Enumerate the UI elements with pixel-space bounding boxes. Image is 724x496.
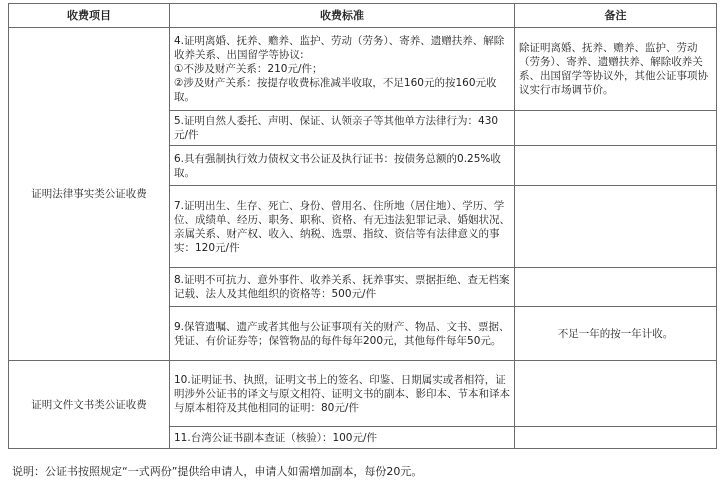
table-row	[9, 361, 717, 427]
standard-line: 5.证明自然人委托、声明、保证、认领亲子等其他单方法律行为：430元/件	[174, 115, 499, 141]
remark-cell	[515, 146, 717, 186]
standard-line: ②涉及财产关系：按提存收费标准减半收取，不足160元的按160元收取。	[174, 77, 497, 103]
header-fee-standard: 收费标准	[170, 4, 515, 28]
standard-line: 9.保管遗嘱、遗产或者其他与公证事项有关的财产、物品、文书、票据、凭证、有价证券等；保管物品的每件每年200元，其他每件每年50元。	[174, 320, 510, 347]
remark-cell	[515, 186, 717, 268]
remark-cell	[515, 427, 717, 449]
standard-cell	[170, 28, 515, 111]
standard-cell	[170, 146, 515, 186]
fee-table	[8, 3, 717, 449]
fee-table-container	[8, 3, 716, 449]
standard-line: 8.证明不可抗力、意外事件、收养关系、抚养事实、票据拒绝、查无档案记载、法人及其他组织的资格等：500元/件	[174, 274, 510, 300]
category-legal-documents: 证明文件文书类公证收费	[9, 361, 170, 449]
category-legal-facts: 证明法律事实类公证收费	[9, 28, 170, 361]
remark-cell: 不足一年的按一年计收。	[515, 307, 717, 361]
standard-cell	[170, 427, 515, 449]
header-remarks: 备注	[515, 4, 717, 28]
footer-note: 说明：公证书按照规定“一式两份”提供给申请人，申请人如需增加副本，每份20元。	[12, 465, 423, 478]
remark-cell	[515, 361, 717, 427]
standard-cell	[170, 268, 515, 307]
standard-line: 10.证明证书、执照，证明文书上的签名、印鉴、日期属实或者相符，证明涉外公证书的译文与原文相符、证明文书的副本、影印本、节本和译本与原本相符及其他相同的证明：80元/件	[174, 373, 510, 414]
table-row	[9, 28, 717, 111]
standard-cell	[170, 307, 515, 361]
standard-line: 4.证明离婚、抚养、赡养、监护、劳动（劳务）、寄养、遗赠扶养、解除收养关系、出国留学等协议:	[174, 35, 505, 61]
remark-cell	[515, 268, 717, 307]
standard-cell	[170, 361, 515, 427]
standard-line: 11.台湾公证书副本查证（核验）：100元/件	[174, 431, 378, 444]
standard-line: 6.具有强制执行效力债权文书公证及执行证书：按债务总额的0.25%收取。	[174, 152, 501, 179]
standard-cell	[170, 186, 515, 268]
standard-line: 7.证明出生、生存、死亡、身份、曾用名、住所地（居住地）、学历、学位、成绩单、经历、职务、职称、资格、有无违法犯罪记录、婚姻状况、亲属关系、财产权、收入、纳税、选票、指纹、资信等有法律意义的事实：120元/件	[174, 199, 510, 254]
header-fee-item: 收费项目	[9, 4, 170, 28]
table-header-row	[9, 4, 717, 28]
standard-cell	[170, 111, 515, 146]
remark-cell	[515, 111, 717, 146]
standard-line: ①不涉及财产关系：210元/件；	[174, 63, 323, 75]
remark-cell: 除证明离婚、抚养、赡养、监护、劳动（劳务）、寄养、遗赠扶养、解除收养关系、出国留学等协议外，其他公证事项协议实行市场调节价。	[515, 28, 717, 111]
